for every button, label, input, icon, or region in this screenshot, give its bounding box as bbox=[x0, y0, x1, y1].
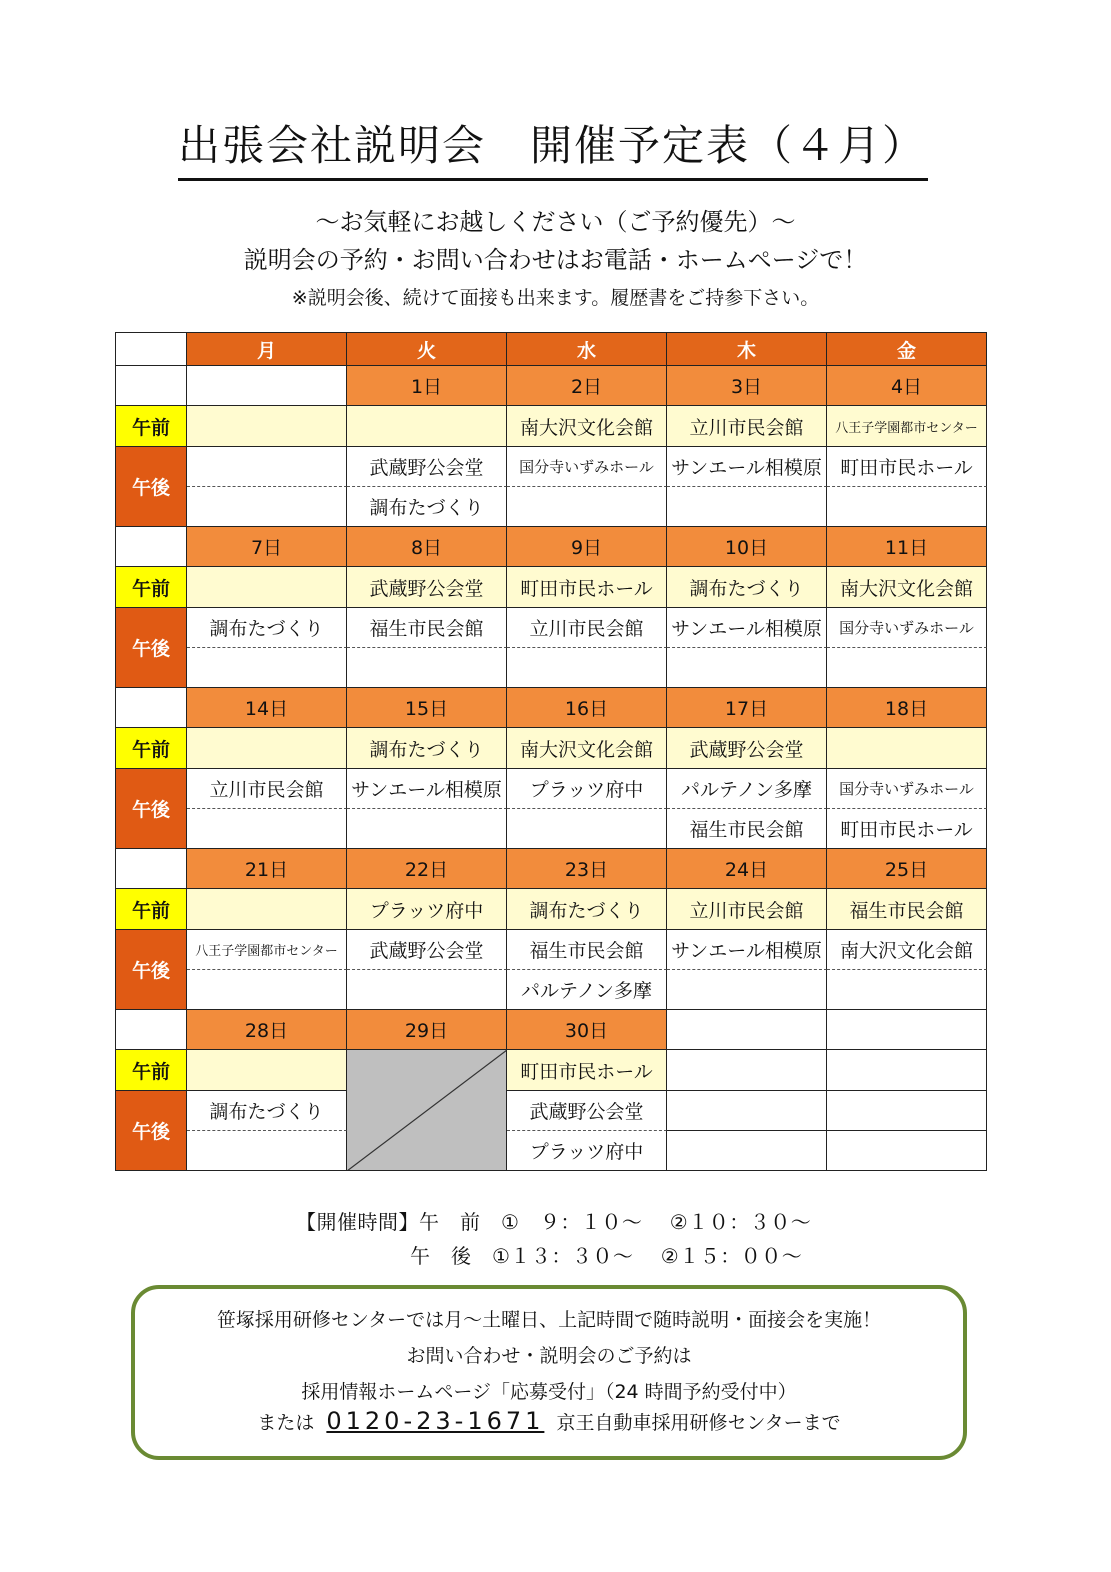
pm-venue-cell: 調布たづくり bbox=[347, 487, 507, 527]
info-suffix: 京王自動車採用研修センターまで bbox=[556, 1412, 841, 1434]
pm-venue-cell bbox=[827, 1131, 987, 1171]
subtitle-welcome: ～お気軽にお越しください（ご予約優先）～ bbox=[315, 208, 796, 236]
week-blank-cell bbox=[115, 1010, 187, 1050]
am-label: 午前 bbox=[115, 1050, 187, 1091]
week-blank-cell bbox=[115, 688, 187, 728]
am-venue-cell bbox=[187, 1050, 347, 1091]
date-cell: 25日 bbox=[827, 849, 987, 889]
date-cell: 14日 bbox=[187, 688, 347, 728]
pm-venue-cell bbox=[187, 648, 347, 688]
date-cell bbox=[827, 1010, 987, 1050]
pm-venue-cell: 武蔵野公会堂 bbox=[347, 447, 507, 487]
pm-venue-cell: 福生市民会館 bbox=[507, 930, 667, 970]
subtitle-reservation: 説明会の予約・お問い合わせはお電話・ホームページで！ bbox=[243, 246, 868, 274]
page-title: 出張会社説明会 開催予定表（４月） bbox=[178, 118, 928, 181]
pm-label: 午後 bbox=[115, 447, 187, 527]
pm-venue-cell: 国分寺いずみホール bbox=[507, 447, 667, 487]
date-cell bbox=[667, 1010, 827, 1050]
date-cell: 4日 bbox=[827, 366, 987, 406]
pm-venue-cell bbox=[507, 809, 667, 849]
pm-venue-cell: サンエール相模原 bbox=[667, 608, 827, 648]
contact-box bbox=[131, 1285, 967, 1460]
am-venue-cell: 南大沢文化会館 bbox=[507, 728, 667, 769]
am-venue-cell: 立川市民会館 bbox=[667, 889, 827, 930]
pm-label: 午後 bbox=[115, 930, 187, 1010]
date-cell: 23日 bbox=[507, 849, 667, 889]
pm-venue-cell: 立川市民会館 bbox=[507, 608, 667, 648]
date-cell: 15日 bbox=[347, 688, 507, 728]
info-line-3: 採用情報ホームページ「応募受付」（24 時間予約受付中） bbox=[301, 1381, 797, 1403]
info-line-2: お問い合わせ・説明会のご予約は bbox=[406, 1345, 692, 1367]
am-venue-cell: 福生市民会館 bbox=[827, 889, 987, 930]
date-cell: 1日 bbox=[347, 366, 507, 406]
am-venue-cell bbox=[187, 889, 347, 930]
weekday-header: 月 bbox=[187, 332, 347, 366]
am-venue-cell bbox=[187, 567, 347, 608]
weekday-header: 火 bbox=[347, 332, 507, 366]
am-venue-cell: プラッツ府中 bbox=[347, 889, 507, 930]
closed-slash-icon bbox=[347, 1050, 507, 1171]
am-label: 午前 bbox=[115, 889, 187, 930]
closed-day-cell bbox=[347, 1050, 507, 1171]
am-venue-cell bbox=[667, 1050, 827, 1091]
weekday-header: 水 bbox=[507, 332, 667, 366]
am-label: 午前 bbox=[115, 406, 187, 447]
date-cell: 2日 bbox=[507, 366, 667, 406]
date-cell: 7日 bbox=[187, 527, 347, 567]
pm-venue-cell: 立川市民会館 bbox=[187, 769, 347, 809]
am-venue-cell: 八王子学園都市センター bbox=[827, 406, 987, 447]
date-cell: 16日 bbox=[507, 688, 667, 728]
pm-label: 午後 bbox=[115, 1091, 187, 1171]
pm-venue-cell bbox=[507, 487, 667, 527]
pm-venue-cell: 国分寺いずみホール bbox=[827, 769, 987, 809]
am-venue-cell: 調布たづくり bbox=[667, 567, 827, 608]
pm-venue-cell: 八王子学園都市センター bbox=[187, 930, 347, 970]
info-prefix: または bbox=[257, 1412, 315, 1434]
pm-label: 午後 bbox=[115, 769, 187, 849]
pm-label: 午後 bbox=[115, 608, 187, 688]
am-venue-cell: 調布たづくり bbox=[507, 889, 667, 930]
date-cell: 22日 bbox=[347, 849, 507, 889]
pm-venue-cell bbox=[827, 648, 987, 688]
pm-venue-cell: 福生市民会館 bbox=[347, 608, 507, 648]
pm-venue-cell bbox=[827, 1091, 987, 1131]
date-cell bbox=[187, 366, 347, 406]
pm-venue-cell bbox=[667, 1091, 827, 1131]
date-cell: 3日 bbox=[667, 366, 827, 406]
pm-venue-cell bbox=[667, 648, 827, 688]
date-cell: 17日 bbox=[667, 688, 827, 728]
info-line-4 bbox=[135, 1407, 963, 1435]
am-venue-cell bbox=[827, 1050, 987, 1091]
session-hours bbox=[296, 1205, 811, 1273]
pm-venue-cell bbox=[507, 648, 667, 688]
weekday-header: 金 bbox=[827, 332, 987, 366]
am-label: 午前 bbox=[115, 728, 187, 769]
pm-venue-cell bbox=[667, 487, 827, 527]
am-label: 午前 bbox=[115, 567, 187, 608]
pm-venue-cell bbox=[347, 970, 507, 1010]
pm-venue-cell bbox=[347, 809, 507, 849]
pm-venue-cell: サンエール相模原 bbox=[347, 769, 507, 809]
pm-venue-cell: 南大沢文化会館 bbox=[827, 930, 987, 970]
am-venue-cell: 武蔵野公会堂 bbox=[347, 567, 507, 608]
pm-venue-cell: プラッツ府中 bbox=[507, 769, 667, 809]
pm-venue-cell bbox=[667, 970, 827, 1010]
am-venue-cell bbox=[347, 406, 507, 447]
week-blank-cell bbox=[115, 849, 187, 889]
date-cell: 30日 bbox=[507, 1010, 667, 1050]
week-blank-cell bbox=[115, 527, 187, 567]
pm-venue-cell: 調布たづくり bbox=[187, 1091, 347, 1131]
schedule-table bbox=[115, 332, 987, 1170]
am-venue-cell: 南大沢文化会館 bbox=[507, 406, 667, 447]
am-venue-cell: 調布たづくり bbox=[347, 728, 507, 769]
pm-venue-cell: 調布たづくり bbox=[187, 608, 347, 648]
am-venue-cell bbox=[187, 406, 347, 447]
am-venue-cell: 南大沢文化会館 bbox=[827, 567, 987, 608]
am-venue-cell: 町田市民ホール bbox=[507, 1050, 667, 1091]
phone-number[interactable]: 0120-23-1671 bbox=[326, 1407, 545, 1435]
pm-venue-cell bbox=[187, 809, 347, 849]
pm-venue-cell bbox=[187, 970, 347, 1010]
pm-venue-cell bbox=[187, 487, 347, 527]
date-cell: 28日 bbox=[187, 1010, 347, 1050]
header-corner-cell bbox=[115, 332, 187, 366]
pm-venue-cell: 武蔵野公会堂 bbox=[347, 930, 507, 970]
pm-venue-cell: サンエール相模原 bbox=[667, 447, 827, 487]
pm-venue-cell bbox=[347, 648, 507, 688]
date-cell: 8日 bbox=[347, 527, 507, 567]
pm-venue-cell: 福生市民会館 bbox=[667, 809, 827, 849]
pm-venue-cell bbox=[187, 447, 347, 487]
pm-venue-cell bbox=[187, 1131, 347, 1171]
am-venue-cell bbox=[827, 728, 987, 769]
am-venue-cell: 町田市民ホール bbox=[507, 567, 667, 608]
pm-venue-cell bbox=[827, 487, 987, 527]
pm-venue-cell: 町田市民ホール bbox=[827, 447, 987, 487]
pm-venue-cell: 国分寺いずみホール bbox=[827, 608, 987, 648]
date-cell: 29日 bbox=[347, 1010, 507, 1050]
info-line-1: 笹塚採用研修センターでは月～土曜日、上記時間で随時説明・面接会を実施！ bbox=[216, 1309, 882, 1331]
am-venue-cell bbox=[187, 728, 347, 769]
pm-venue-cell: パルテノン多摩 bbox=[507, 970, 667, 1010]
pm-venue-cell bbox=[827, 970, 987, 1010]
pm-venue-cell: サンエール相模原 bbox=[667, 930, 827, 970]
pm-venue-cell: 町田市民ホール bbox=[827, 809, 987, 849]
am-venue-cell: 武蔵野公会堂 bbox=[667, 728, 827, 769]
date-cell: 24日 bbox=[667, 849, 827, 889]
hours-pm: 午 後 ①１３：３０～ ②１５：００～ bbox=[410, 1244, 803, 1268]
date-cell: 10日 bbox=[667, 527, 827, 567]
pm-venue-cell: 武蔵野公会堂 bbox=[507, 1091, 667, 1131]
pm-venue-cell bbox=[667, 1131, 827, 1171]
am-venue-cell: 立川市民会館 bbox=[667, 406, 827, 447]
pm-venue-cell: パルテノン多摩 bbox=[667, 769, 827, 809]
date-cell: 18日 bbox=[827, 688, 987, 728]
weekday-header: 木 bbox=[667, 332, 827, 366]
subtitle-note: ※説明会後、続けて面接も出来ます。履歴書をご持参下さい。 bbox=[291, 287, 820, 309]
date-cell: 11日 bbox=[827, 527, 987, 567]
hours-am: 【開催時間】午 前 ① ９：１０～ ②１０：３０～ bbox=[296, 1210, 812, 1234]
week-blank-cell bbox=[115, 366, 187, 406]
pm-venue-cell: プラッツ府中 bbox=[507, 1131, 667, 1171]
date-cell: 9日 bbox=[507, 527, 667, 567]
date-cell: 21日 bbox=[187, 849, 347, 889]
